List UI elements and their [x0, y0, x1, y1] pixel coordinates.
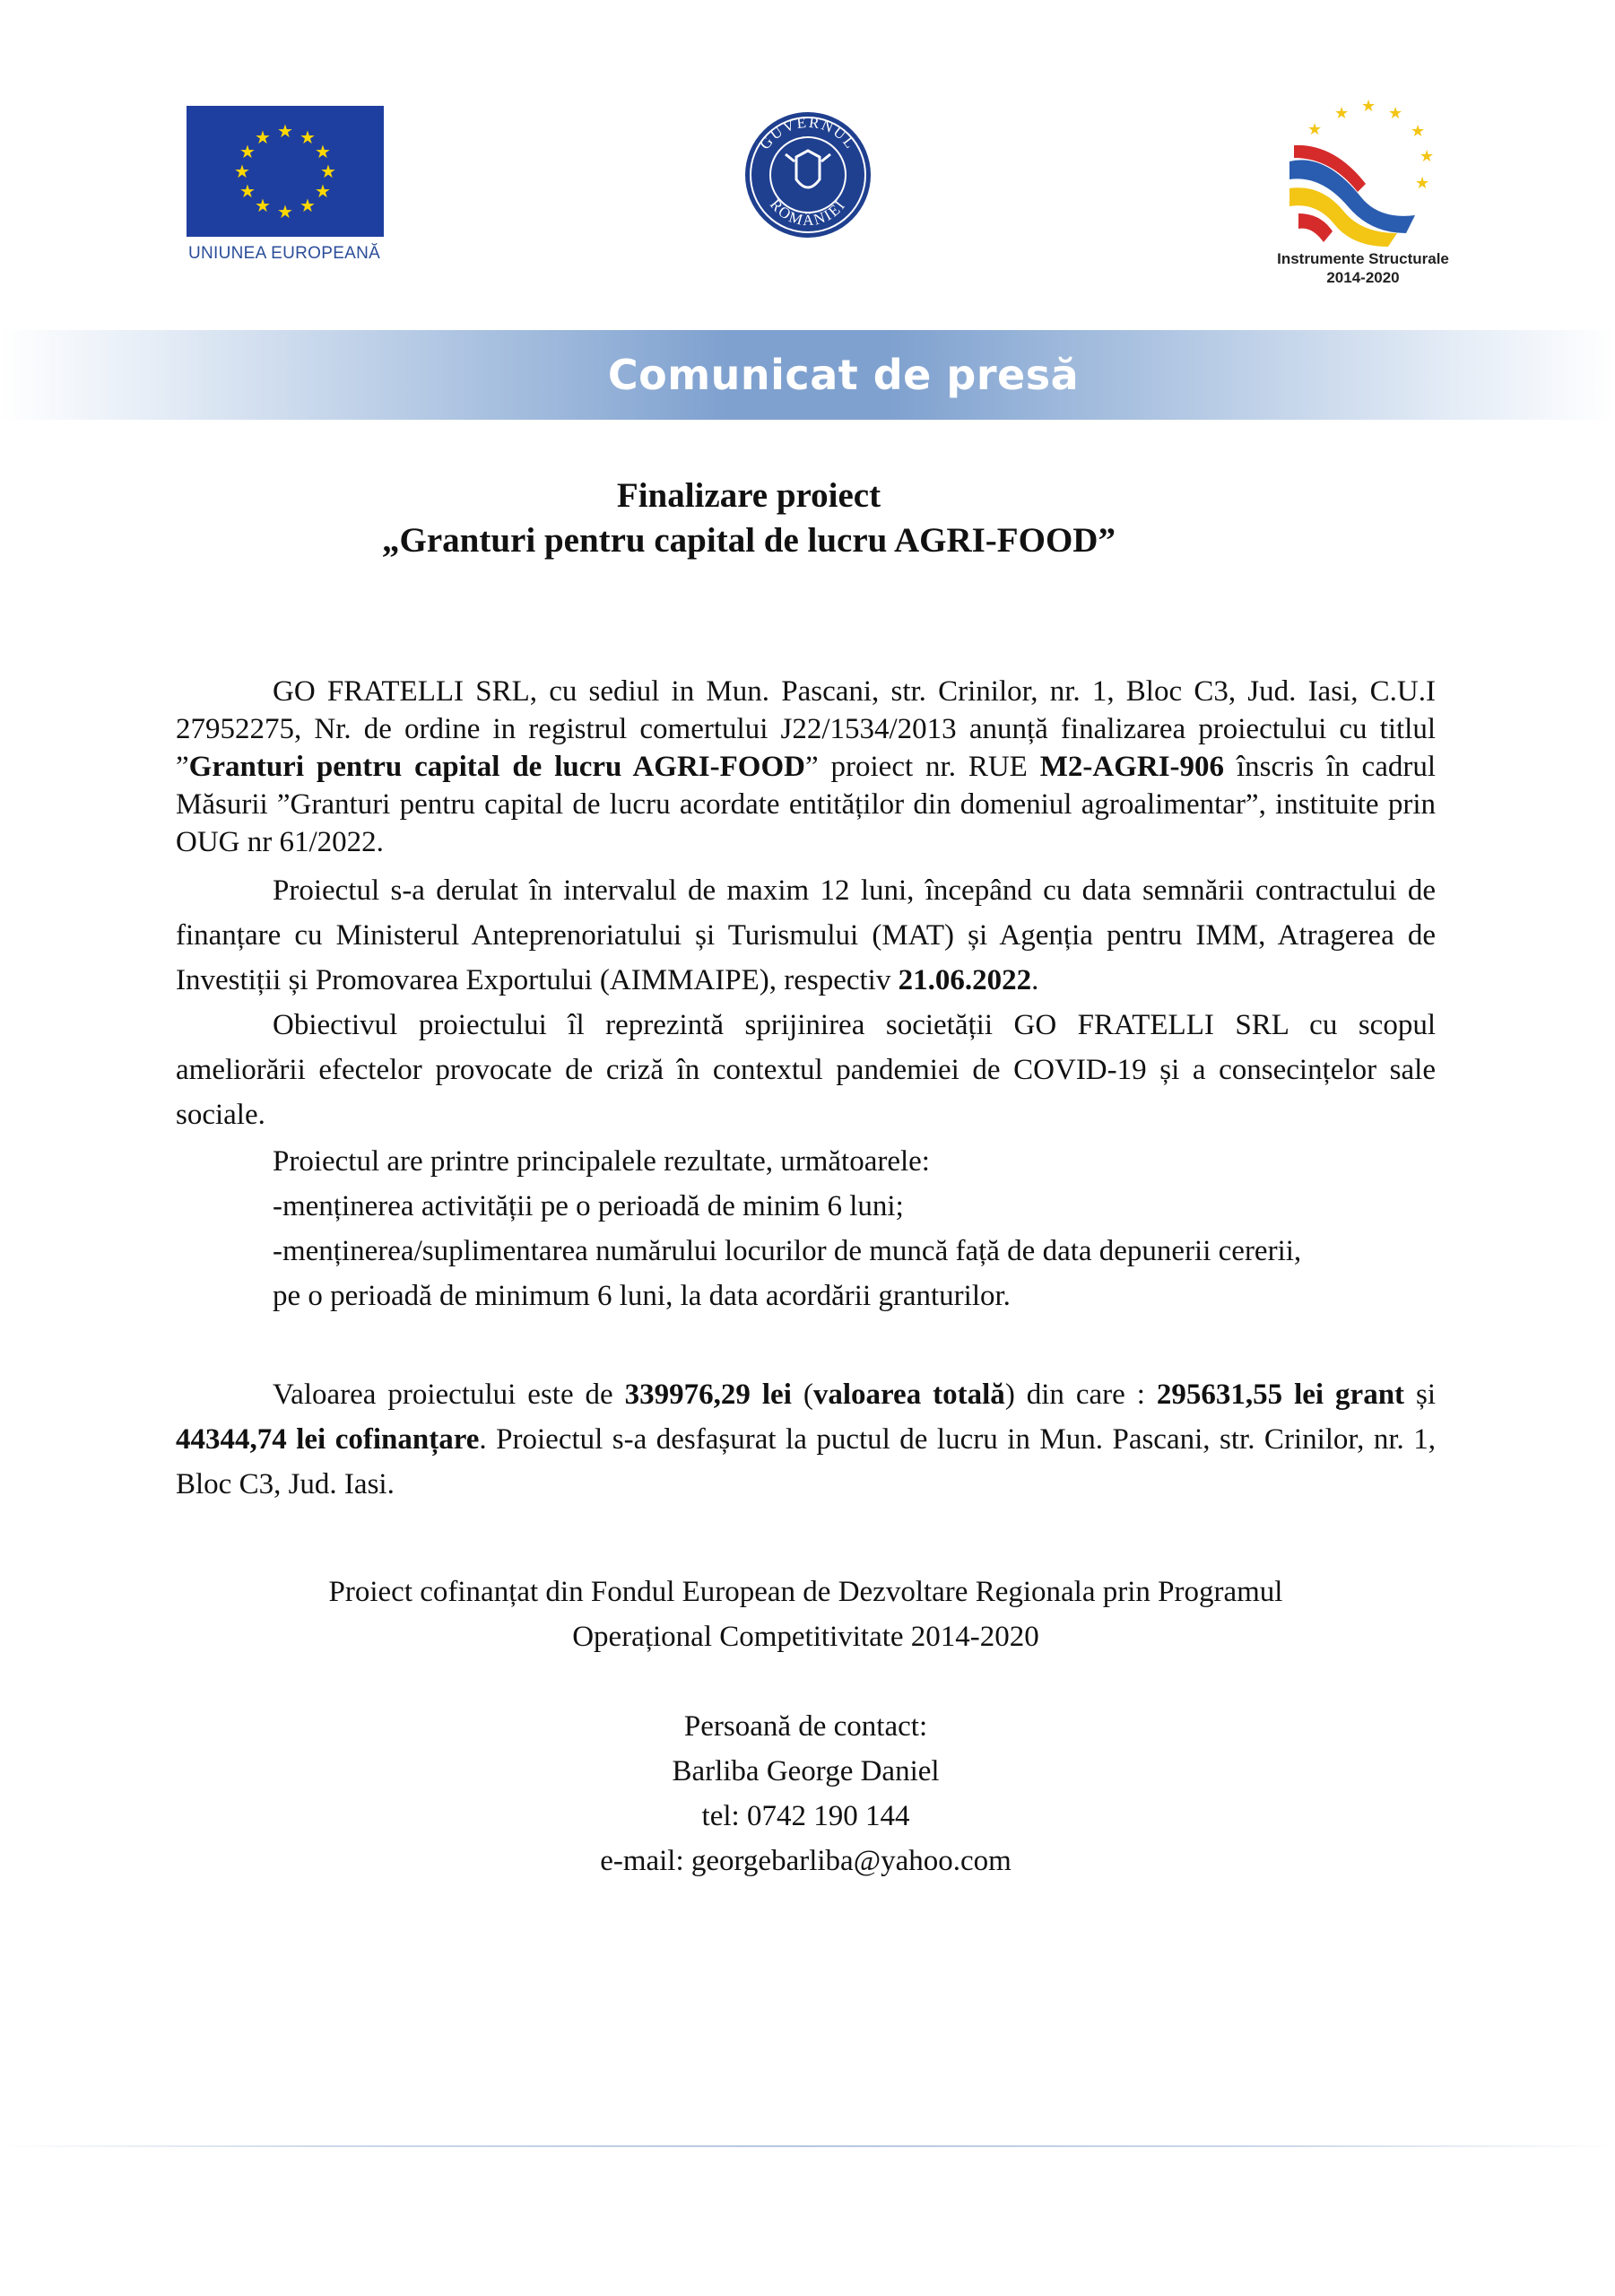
svg-text:★: ★: [277, 203, 293, 222]
svg-text:★: ★: [1361, 99, 1376, 115]
p4-total-value: 339976,29 lei: [624, 1378, 792, 1411]
contact-phone: tel: 0742 190 144: [701, 1800, 910, 1832]
is-caption-line2: 2014-2020: [1326, 269, 1400, 286]
press-release-banner: [0, 330, 1615, 420]
svg-text:★: ★: [234, 162, 250, 182]
p4-total-label: valoarea totală: [812, 1378, 1005, 1411]
structural-instruments-icon: [1272, 99, 1451, 251]
title-line2: „Granturi pentru capital de lucru AGRI-FOOD”: [382, 521, 1116, 560]
result-item-2: -menținerea/suplimentarea numărului locurilor de muncă față de data depunerii cererii,: [273, 1235, 1302, 1267]
svg-text:★: ★: [300, 128, 316, 148]
svg-text:★: ★: [1334, 104, 1350, 122]
paragraph-project-value: [176, 1372, 1436, 1507]
svg-text:★: ★: [239, 143, 256, 162]
eu-flag-icon: [187, 106, 384, 237]
svg-text:★: ★: [1415, 174, 1430, 192]
svg-text:★: ★: [1307, 120, 1323, 138]
paragraph-project-period: [176, 868, 1436, 1003]
paragraph-company-intro: [176, 673, 1436, 861]
structural-instruments-logo: [1272, 99, 1451, 251]
svg-text:★: ★: [315, 182, 331, 202]
svg-text:★: ★: [1420, 147, 1435, 165]
contact-block: [176, 1704, 1436, 1883]
contact-name: Barliba George Daniel: [672, 1755, 940, 1787]
svg-text:★: ★: [300, 196, 316, 216]
title-line1: Finalizare proiect: [616, 476, 881, 515]
svg-text:★: ★: [277, 122, 293, 142]
p4-text4: și: [1404, 1378, 1437, 1411]
p2-date: 21.06.2022: [898, 964, 1032, 996]
result-item-1: -menținerea activității pe o perioadă de minim 6 luni;: [273, 1190, 904, 1222]
funding-line1: Proiect cofinanțat din Fondul European de Dezvoltare Regionala prin Programul: [328, 1576, 1283, 1608]
funding-note: [176, 1570, 1436, 1659]
svg-text:★: ★: [239, 182, 256, 202]
result-item-2-continued: pe o perioadă de minimum 6 luni, la data acordării granturilor.: [273, 1280, 1011, 1312]
svg-text:★: ★: [315, 143, 331, 162]
p4-grant-value: 295631,55 lei grant: [1156, 1378, 1405, 1411]
results-intro: Proiectul are printre principalele rezultate, următoarele:: [273, 1145, 930, 1178]
p4-cofinancing-value: 44344,74 lei cofinanțare: [176, 1423, 480, 1456]
p4-text3: ) din care :: [1004, 1378, 1157, 1411]
contact-email: e-mail: georgebarliba@yahoo.com: [600, 1845, 1012, 1877]
p4-text2: (: [791, 1378, 813, 1411]
is-caption-line1: Instrumente Structurale: [1277, 250, 1449, 267]
p1-text1: GO FRATELLI SRL, cu sediul in Mun. Pascani, str. Crinilor, nr. 1, Bloc C3, Jud. Iasi, C.U.I 27952275, Nr. de ordine in registrul comertului J22/1534/2013 anunță finalizarea proiectului cu titlul ”: [176, 675, 1436, 783]
gov-seal-top-text: GUVERNUL: [756, 113, 860, 153]
footer-divider: [0, 2145, 1615, 2147]
paragraph-objective: Obiectivul proiectului îl reprezintă sprijinirea societății GO FRATELLI SRL cu scopul ameliorării efectelor provocate de criză în contextul pandemiei de COVID-19 și a consecințelor sale sociale.: [176, 1009, 1436, 1131]
p1-text2: ” proiect nr. RUE: [804, 751, 1040, 783]
p1-project-title: Granturi pentru capital de lucru AGRI-FOOD: [188, 751, 805, 783]
p2-text1: Proiectul s-a derulat în intervalul de maxim 12 luni, începând cu data semnării contractului de finanțare cu Ministerul Anteprenoriatului și Turismului (MAT) și Agenția pentru IMM, Atragerea de Investiții și Promovarea Exportului (AIMMAIPE), respectiv: [176, 874, 1436, 996]
eu-logo: [187, 106, 384, 231]
p4-text5: . Proiectul s-a desfașurat la puctul de lucru in Mun. Pascani, str. Crinilor, nr. 1, Bloc C3, Jud. Iasi.: [176, 1423, 1437, 1500]
svg-text:★: ★: [1411, 122, 1426, 140]
svg-text:★: ★: [1388, 104, 1403, 122]
p4-text1: Valoarea proiectului este de: [273, 1378, 625, 1411]
svg-text:★: ★: [255, 196, 271, 216]
structural-instruments-caption: [1246, 249, 1480, 287]
gov-seal-bottom-text: ROMÂNIEI: [766, 196, 849, 230]
svg-text:★: ★: [255, 128, 271, 148]
government-seal-icon: [741, 108, 875, 242]
eu-caption: UNIUNEA EUROPEANĂ: [188, 244, 381, 263]
romanian-government-logo: [741, 108, 875, 242]
p1-project-number: M2-AGRI-906: [1039, 751, 1225, 783]
press-release-body: [176, 673, 1436, 1507]
document-title: [0, 474, 1498, 563]
banner-title: Comunicat de presă: [607, 351, 1080, 399]
svg-text:★: ★: [320, 162, 336, 182]
p2-text2: .: [1031, 964, 1039, 996]
p1-text3: înscris în cadrul Măsurii ”Granturi pentru capital de lucru acordate entităților din domeniul agroalimentar”, instituite prin OUG nr 61/2022.: [176, 751, 1437, 858]
funding-line2: Operațional Competitivitate 2014-2020: [572, 1621, 1039, 1653]
contact-label: Persoană de contact:: [683, 1710, 928, 1743]
